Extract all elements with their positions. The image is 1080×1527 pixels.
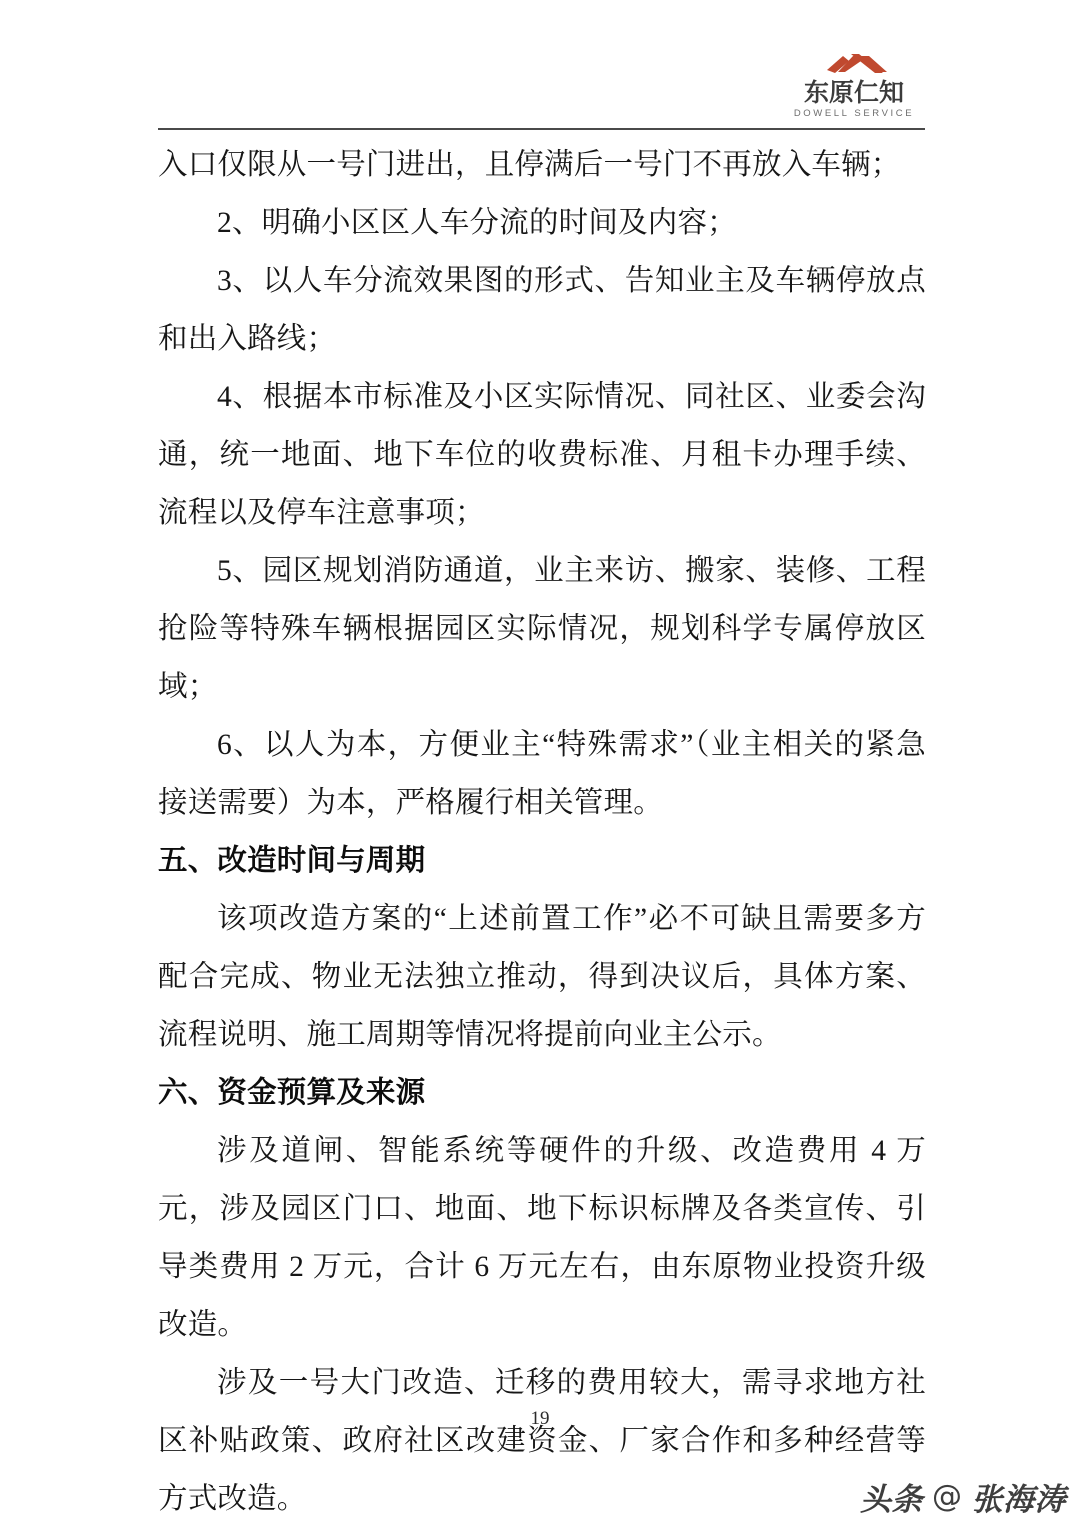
roof-chevron-mark-icon <box>783 48 925 78</box>
document-body <box>158 136 926 1527</box>
section-heading: 六、资金预算及来源 <box>158 1077 426 1109</box>
header-divider <box>158 128 925 130</box>
watermark-at-symbol: @ <box>932 1479 963 1514</box>
watermark-author: 张海涛 <box>971 1482 1066 1518</box>
body-paragraph: 入口仅限从一号门进出，且停满后一号门不再放入车辆； <box>158 149 901 181</box>
body-paragraph: 3、以人车分流效果图的形式、告知业主及车辆停放点和出入路线； <box>158 265 926 355</box>
body-paragraph: 6、以人为本，方便业主“特殊需求”（业主相关的紧急接送需要）为本，严格履行相关管理。 <box>158 729 926 819</box>
body-paragraph: 该项改造方案的“上述前置工作”必不可缺且需要多方配合完成、物业无法独立推动，得到决议后，具体方案、流程说明、施工周期等情况将提前向业主公示。 <box>158 903 926 1051</box>
company-logo <box>783 48 925 119</box>
body-paragraph: 涉及道闸、智能系统等硬件的升级、改造费用 4 万元，涉及园区门口、地面、地下标识标牌及各类宣传、引导类费用 2 万元，合计 6 万元左右，由东原物业投资升级改造。 <box>158 1135 926 1341</box>
body-paragraph: 2、明确小区区人车分流的时间及内容； <box>217 207 737 239</box>
page-header <box>158 48 925 130</box>
brand-tagline: DOWELL SERVICE <box>793 108 915 119</box>
body-paragraph: 5、园区规划消防通道，业主来访、搬家、装修、工程抢险等特殊车辆根据园区实际情况，规划科学专属停放区域； <box>158 555 926 703</box>
body-paragraph: 4、根据本市标准及小区实际情况、同社区、业委会沟通，统一地面、地下车位的收费标准、月租卡办理手续、流程以及停车注意事项； <box>158 381 926 529</box>
body-paragraph: 涉及一号大门改造、迁移的费用较大，需寻求地方社区补贴政策、政府社区改建资金、厂家合作和多种经营等方式改造。 <box>158 1367 926 1515</box>
watermark-platform: 头条 <box>860 1482 923 1518</box>
section-heading: 五、改造时间与周期 <box>158 845 426 877</box>
brand-name: 东原仁知 <box>803 78 904 107</box>
page-number: 19 <box>530 1408 550 1429</box>
watermark <box>860 1474 1066 1519</box>
